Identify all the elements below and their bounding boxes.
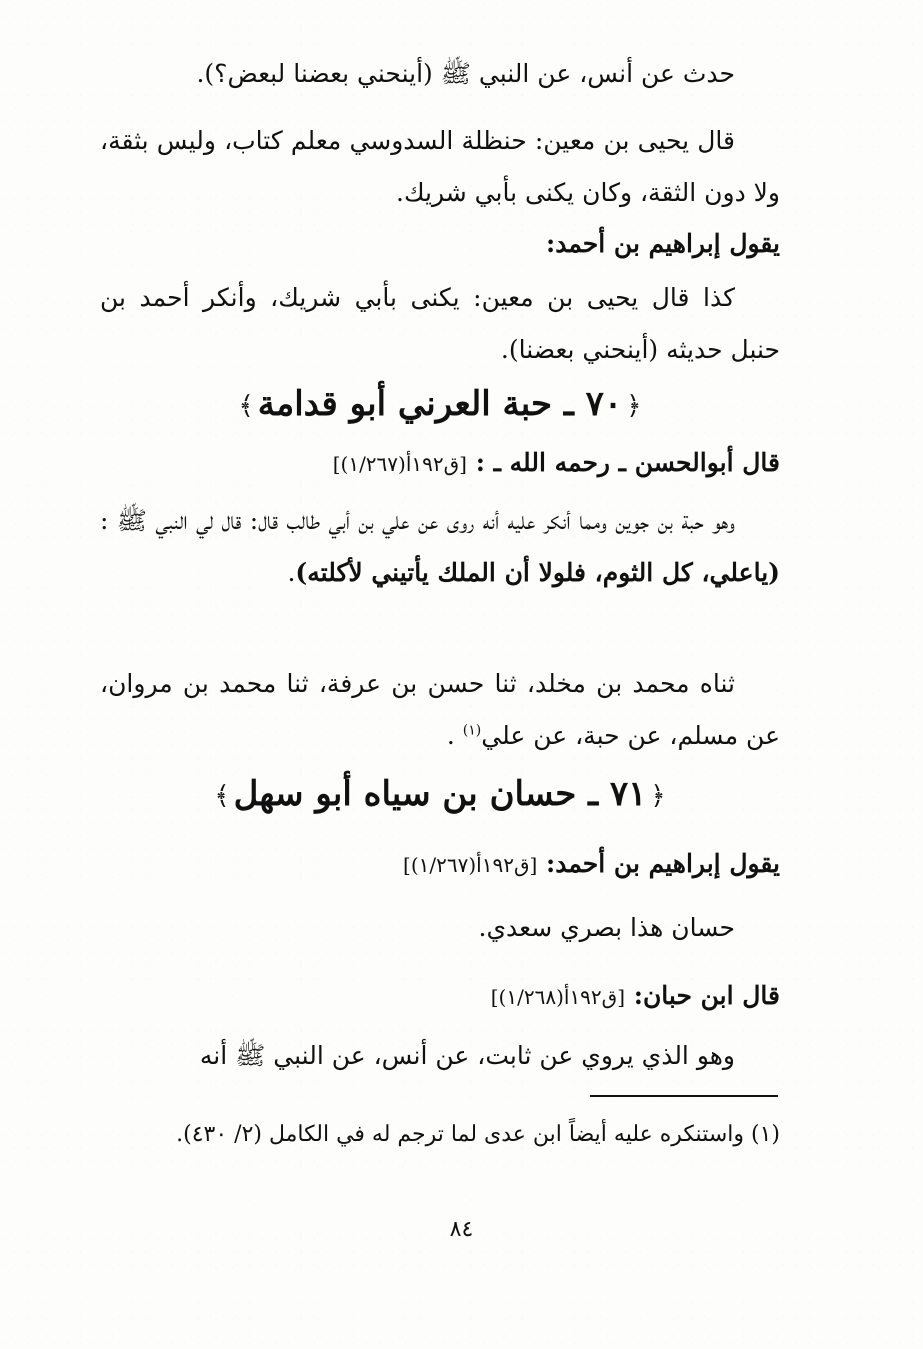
- paragraph-text: حدث عن أنس، عن النبي ﷺ (أينحني بعضنا لبعض؟).: [196, 59, 735, 88]
- ornament-close-icon: ﴾: [238, 391, 254, 421]
- paragraph-hassan-basri: [100, 902, 780, 954]
- paragraph-text: حسان هذا بصري سعدي.: [478, 913, 735, 942]
- paragraph-habba-ibn-juwayn: [100, 495, 780, 599]
- paragraph-end: .: [287, 558, 296, 587]
- manuscript-reference: [ق١٩٢أ(١/٢٦٧)]: [332, 452, 467, 476]
- manuscript-reference: [ق١٩٢أ(١/٢٦٧)]: [403, 853, 538, 877]
- paragraph-body: [100, 658, 780, 762]
- ornament-open-icon: ﴿: [650, 781, 666, 811]
- ornament-open-icon: ﴿: [626, 391, 642, 421]
- footnote-marker: (١): [462, 722, 482, 739]
- paragraph-text: ثناه محمد بن مخلد، ثنا حسن بن عرفة، ثنا محمد بن مروان، عن مسلم، عن حبة، عن علي: [100, 669, 780, 750]
- heading-text: ٧١ ـ حسان بن سياه أبو سهل: [233, 774, 647, 814]
- paragraph-thabit-anas: [100, 1030, 780, 1082]
- entry-heading-71: [100, 764, 780, 826]
- footnote-1: (١) واستنكره عليه أيضاً ابن عدى لما ترجم له في الكامل (٢/ ٤٣٠).: [176, 1122, 780, 1147]
- paragraph-text: قال يحيى بن معين: حنظلة السدوسي معلم كتاب، وليس بثقة، ولا دون الثقة، وكان يكنى بأبي شريك.: [100, 126, 780, 207]
- paragraph-end: .: [446, 721, 463, 750]
- manuscript-reference: [ق١٩٢أ(١/٢٦٨)]: [490, 985, 625, 1009]
- paragraph-text: وهو الذي يروي عن ثابت، عن أنس، عن النبي ﷺ أنه: [199, 1041, 735, 1070]
- label-text: قال أبوالحسن ـ رحمه الله ـ :: [475, 448, 780, 477]
- section-label-ibn-hibban: [100, 970, 780, 1023]
- page-number: ٨٤: [449, 1217, 474, 1242]
- ornament-close-icon: ﴾: [214, 781, 230, 811]
- paragraph-yahya-ibn-main: [100, 115, 780, 219]
- paragraph-anas-hadith: [100, 48, 780, 100]
- paragraph-isnad: [100, 658, 780, 762]
- section-label-abul-hasan: [100, 437, 780, 490]
- paragraph-body: [100, 495, 780, 599]
- entry-heading-70: [100, 374, 780, 436]
- heading-text: ٧٠ ـ حبة العرني أبو قدامة: [257, 384, 623, 424]
- section-label-ibrahim: [100, 218, 780, 270]
- quoted-hadith: (ياعلي، كل الثوم، فلولا أن الملك يأتيني لأكلته): [295, 558, 780, 587]
- paragraph-text: كذا قال يحيى بن معين: يكنى بأبي شريك، وأنكر أحمد بن حنبل حديثه (أينحني بعضنا).: [100, 283, 780, 364]
- paragraph-text: وهو حبة بن جوين ومما أنكر عليه أنه روى عن علي بن أبي طالب قال: قال لي النبي ﷺ :: [100, 506, 735, 535]
- section-label-ibrahim-2: [100, 838, 780, 891]
- label-text: قال ابن حبان:: [633, 981, 780, 1010]
- paragraph-kadha-qala: [100, 272, 780, 376]
- footnote-separator: [590, 1095, 778, 1097]
- label-text: يقول إبراهيم بن أحمد:: [546, 229, 780, 258]
- label-text: يقول إبراهيم بن أحمد:: [546, 849, 780, 878]
